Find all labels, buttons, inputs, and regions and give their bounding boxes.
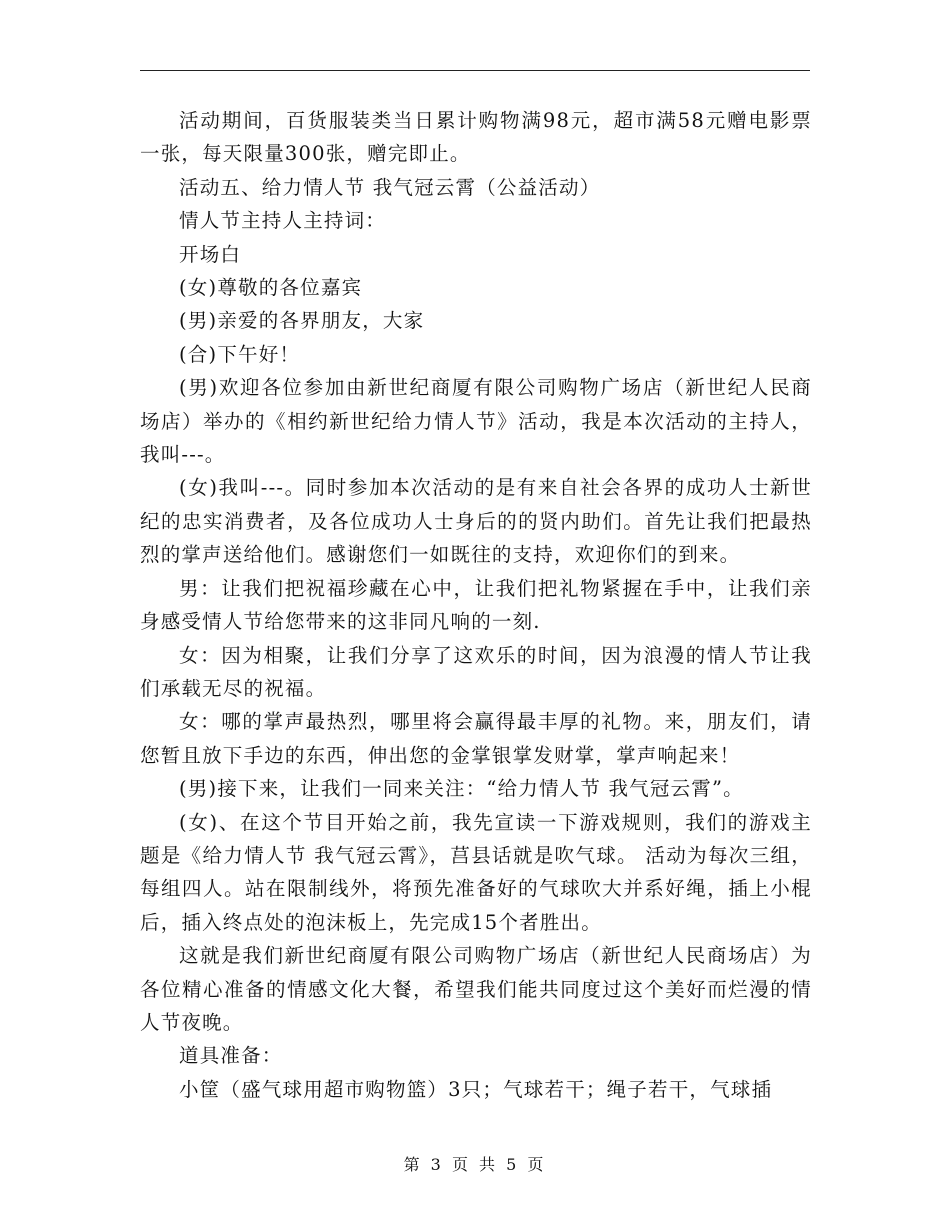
- header-rule: [140, 70, 810, 71]
- paragraph-14: (女)、在这个节目开始之前，我先宣读一下游戏规则，我们的游戏主题是《给力情人节 我气冠云霄》，莒县话就是吹气球。 活动为每次三组，每组四人。站在限制线外，将预先准备好的气球吹大并系好绳，插上小棍后，插入终点处的泡沫板上，先完成15个者胜出。: [140, 810, 812, 934]
- paragraph-7: (合)下午好！: [179, 342, 301, 366]
- paragraph-2: 活动五、给力情人节 我气冠云霄（公益活动）: [179, 175, 601, 199]
- paragraph-5: (女)尊敬的各位嘉宾: [179, 276, 363, 300]
- paragraph-8: (男)欢迎各位参加由新世纪商厦有限公司购物广场店（新世纪人民商场店）举办的《相约新世纪给力情人节》活动，我是本次活动的主持人，我叫---。: [140, 376, 812, 467]
- paragraph-9: (女)我叫---。同时参加本次活动的是有来自社会各界的成功人士新世纪的忠实消费者，及各位成功人士身后的的贤内助们。首先让我们把最热烈的掌声送给他们。感谢您们一如既往的支持，欢迎你们的到来。: [140, 476, 812, 567]
- paragraph-10: 男：让我们把祝福珍藏在心中，让我们把礼物紧握在手中，让我们亲身感受情人节给您带来的这非同凡响的一刻.: [140, 576, 812, 634]
- page-number-footer: 第 3 页 共 5 页: [403, 1155, 547, 1174]
- paragraph-4: 开场白: [179, 242, 242, 266]
- paragraph-17: 小筐（盛气球用超市购物篮）3只；气球若干；绳子若干，气球插: [179, 1077, 773, 1101]
- document-body: [140, 104, 812, 1106]
- paragraph-3: 情人节主持人主持词：: [179, 209, 387, 233]
- paragraph-13: (男)接下来，让我们一同来关注：“给力情人节 我气冠云霄”。: [179, 777, 744, 801]
- paragraph-11: 女：因为相聚，让我们分享了这欢乐的时间，因为浪漫的情人节让我们承载无尽的祝福。: [140, 643, 812, 700]
- paragraph-6: (男)亲爱的各界朋友，大家: [179, 309, 425, 333]
- paragraph-1: 活动期间，百货服装类当日累计购物满98元，超市满58元赠电影票一张，每天限量300张，赠完即止。: [140, 109, 812, 166]
- paragraph-12: 女：哪的掌声最热烈，哪里将会赢得最丰厚的礼物。来，朋友们，请您暂且放下手边的东西，伸出您的金掌银掌发财掌，掌声响起来！: [140, 710, 812, 767]
- paragraph-15: 这就是我们新世纪商厦有限公司购物广场店（新世纪人民商场店）为各位精心准备的情感文化大餐，希望我们能共同度过这个美好而烂漫的情人节夜晚。: [140, 944, 812, 1034]
- paragraph-16: 道具准备：: [179, 1044, 283, 1068]
